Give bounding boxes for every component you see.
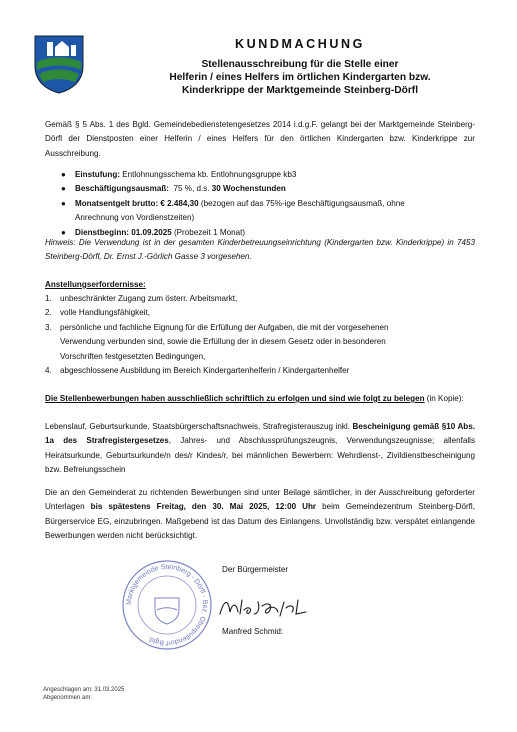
term-continuation-text: Anrechnung von Vordienstzeiten) (75, 213, 195, 223)
requirement-text: unbeschränkter Zugang zum österr. Arbeitsmarkt, (60, 294, 238, 303)
requirements-heading: Anstellungserfordernisse: (45, 280, 146, 289)
requirement-text: Verwendung verbunden sind, sowie die Erfüllung der in diesem Gesetz oder in besonderen (60, 337, 386, 347)
term-item (45, 182, 475, 196)
bullet-icon: ● (61, 227, 66, 237)
term-continuation (45, 211, 475, 225)
term-item (45, 168, 475, 182)
requirement-continuation (45, 350, 475, 364)
documents-text: , Jahres- und Abschlussprüfungszeugnis, Verwendungszeugnisse; allenfalls Heiratsurkunde, Geburtsurkunde/n des/r Kindes/r, bei männlichen Bewerbern: Wehrdienst-, Zivildienstbescheinigung bzw. Befreiungsschein (45, 436, 475, 475)
bullet-icon: ● (61, 198, 66, 208)
application-heading-suffix: (in Kopie): (424, 394, 464, 403)
subtitle-line: Kinderkrippe der Marktgemeinde Steinberg-Dörfl (181, 85, 419, 96)
coat-of-arms-icon (33, 34, 85, 94)
subtitle-line: Stellenausschreibung für die Stelle einer (201, 59, 399, 70)
requirement-text: persönliche und fachliche Eignung für die Erfüllung der Aufgaben, die mit der vorgesehenen (60, 322, 389, 332)
term-label: Monatsentgelt brutto: € 2.484,30 (75, 198, 199, 208)
removed-date: Abgenommen am: (43, 695, 93, 701)
term-text-bold: 30 Wochenstunden (211, 184, 286, 194)
term-label: Einstufung: (75, 170, 120, 179)
deadline-paragraph (45, 486, 475, 544)
posting-notes (43, 686, 124, 702)
mayor-name: Manfred Schmid: (222, 627, 284, 636)
official-stamp (120, 558, 214, 652)
bullet-icon: ● (61, 184, 66, 194)
requirement-continuation (45, 335, 475, 349)
requirement-number: 1. (45, 294, 52, 303)
documents-text-bold: Bescheinigung gemäß §10 Abs. 1a des Strafregistergesetzes (45, 422, 475, 446)
requirement-item (45, 364, 475, 378)
requirement-number: 3. (45, 322, 52, 332)
bullet-icon: ● (61, 170, 66, 179)
requirement-text: volle Handlungsfähigkeit, (60, 308, 150, 318)
term-text: (Probezeit 1 Monat) (171, 227, 246, 237)
term-text: Entlohnungsschema kb. Entlohnungsgruppe kb3 (119, 170, 297, 179)
term-label: Beschäftigungsausmaß: (75, 184, 169, 194)
deadline-date: bis spätestens Freitag, den 30. Mai 2025, 12:00 Uhr (90, 502, 317, 512)
requirements-list (45, 292, 475, 378)
hint-paragraph: Hinweis: Die Verwendung ist in der gesamten Kinderbetreuungseinrichtung (Kindergarten bzw. Kinderkrippe) in 7453 Steinberg-Dörfl, Dr. Ernst J.-Görlich Gasse 3 vorgesehen. (45, 238, 475, 262)
requirement-item (45, 292, 475, 306)
term-text: (bezogen auf das 75%-ige Beschäftigungsausmaß, ohne (198, 198, 405, 208)
stamp-text: Marktgemeinde Steinberg - Dörfl · Bez. Oberpullendorf Bgld. (125, 563, 209, 647)
mayor-title: Der Bürgermeister (222, 565, 289, 574)
required-documents (45, 420, 475, 478)
term-item (45, 197, 475, 211)
deadline-text: Die an den Gemeinderat zu richtenden Bewerbungen sind unter Beilage sämtlicher, in der Ausschreibung geforderter Unterlagen (45, 488, 475, 512)
intro-paragraph: Gemäß § 5 Abs. 1 des Bgld. Gemeindebedienstetengesetzes 2014 i.d.g.F. gelangt bei der Marktgemeinde Steinberg-Dörfl der Dienstposten einer Helferin / eines Helfers für den örtlichen Kindergarten bzw. Kinderkrippe zur Ausschreibung. (45, 120, 475, 158)
requirement-text: Vorschriften festgesetzten Bedingungen, (60, 351, 206, 361)
requirement-item (45, 321, 475, 335)
document-subtitle (103, 58, 497, 97)
posted-date: Angeschlagen am: 31.03.2025 (43, 687, 125, 693)
term-label: Dienstbeginn: 01.09.2025 (75, 227, 172, 237)
application-heading (45, 392, 475, 406)
employment-terms (45, 168, 475, 240)
deadline-text: beim Gemeindezentrum Steinberg-Dörfl, Bürgerservice EG, einzubringen. Maßgebend ist das Datum des Einlangens. Unvollständig bzw. verspätet einlangende Bewerbungen werden nicht berücksichtigt. (45, 502, 475, 541)
documents-text: Lebenslauf, Geburtsurkunde, Staatsbürgerschaftsnachweis, Strafregisterauszug inkl. (45, 422, 353, 431)
requirement-number: 4. (45, 366, 52, 376)
term-text: 75 %, d.s. (169, 184, 212, 194)
document-title: KUNDMACHUNG (235, 37, 365, 51)
handwritten-signature (214, 594, 314, 620)
requirement-number: 2. (45, 308, 52, 318)
requirement-text: abgeschlossene Ausbildung im Bereich Kindergartenhelferin / Kindergartenhelfer (60, 366, 350, 376)
application-heading-text: Die Stellenbewerbungen haben ausschließlich schriftlich zu erfolgen und sind wie folgt zu belegen (45, 394, 425, 403)
requirement-item (45, 306, 475, 320)
subtitle-line: Helferin / eines Helfers im örtlichen Kindergarten bzw. (169, 72, 431, 83)
